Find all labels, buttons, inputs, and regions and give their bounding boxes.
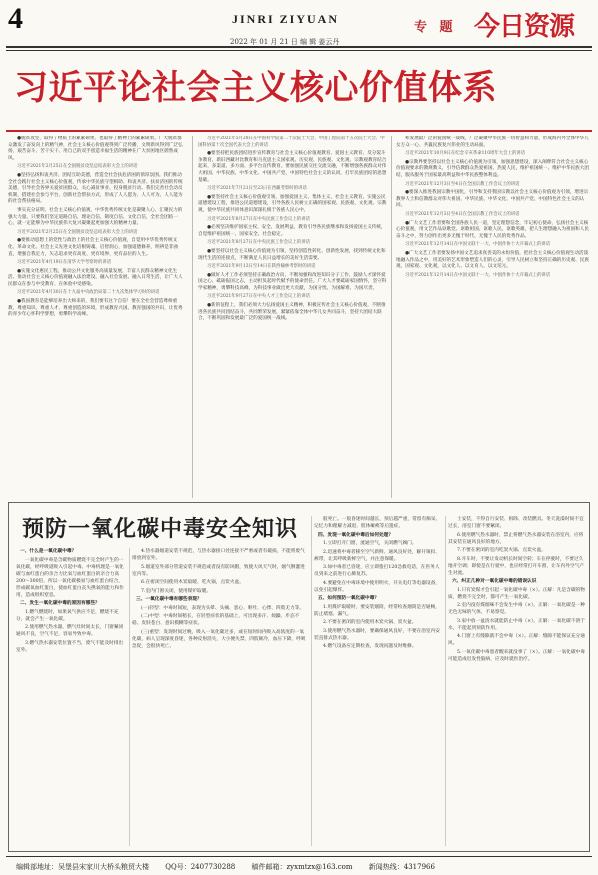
quote-paragraph: ●坚持弘扬和衷共济、团结互助美德，营造全社会扶危济困的浓厚氛围。我们推动全社会践行社会主义核心价值观，传承中华民族守望相助、和衷共济、扶贫济困的传统美德，引导社会各界关爱贫困群众、关心减贫事业、投身脱贫行动。我们完善社会动员机制，搭建社会参与平台，创新社会帮扶方式，形成了人人愿为、人人可为、人人能为的社会帮扶格局。	[8, 172, 183, 205]
quote-paragraph: ●广大文艺工作者要发扬中国文艺追求真善美的永恒价值，把社会主义核心价值观生动活泼地融入作品之中，用美好的艺术形象塑造人们的心灵，引导人民树立和坚持正确的历史观、民族观、国家观、文化观，以文化人、以文育人、以文培元。	[396, 250, 589, 270]
quote-paragraph: ●做好人才工作必须坚持正确政治方向，不断加强和改进知识分子工作，鼓励人才深怀爱国之心、砥砺报国之志，主动担负起时代赋予的使命责任。广大人才要砥砺家国情怀，坚守科学家精神，勇攀科技高峰，为科技事业做出更大贡献，为国分忧、为国解难、为国尽责。	[198, 272, 387, 291]
article-paragraph: 6.在密闭空间使用木炭取暖、吃火锅，点炭火盆。	[141, 580, 244, 585]
article-paragraph: 般死亡。一般昏迷时间越长，预后越严重，常留有痴呆、记忆力和理解力减退、肢体瘫痪等后遗症。	[314, 517, 441, 529]
article-paragraph: 5.烟道室外部分管道安装不规范或者没有防风帽，致使大风天气时，烟气倒灌进室内等。	[132, 564, 305, 577]
masthead-pinyin: JINRI ZIYUAN	[232, 12, 340, 26]
footer-phone: 新闻热线：4317966	[368, 863, 435, 871]
article-subheading: 三、一氧化碳中毒有哪些表现？	[136, 597, 202, 602]
article-paragraph: 士安装，不得自行安装、拆除、改装燃具。冬天洗澡时间不宜过长，浴室门窗不要紧闭。	[448, 517, 584, 529]
quote-source: 习近平2021年8月27日在中央民族工作会议上的讲话	[207, 240, 310, 246]
article-paragraph: 4.门窗上有缝隙就不会中毒（×）。正解：缝隙不能保证充分通风。	[448, 634, 585, 646]
headline-rule	[6, 130, 592, 132]
article-paragraph: 1.立即打开门窗，流通空气，关闭燃气阀门。	[323, 541, 417, 546]
issue-date-editor: 2022 年 01 月 21 日 编 辑 姜云丹	[230, 38, 340, 46]
quote-paragraph: ●宗教界要坚持以社会主义核心价值观为引领，加强思想建设，深入阐释符合社会主义核心价值观要求的教规教义，引导信教群众热爱祖国、热爱人民，维护祖国统一、维护中华民族大团结，服从服务于国家最高利益和中华民族整体利益。	[396, 159, 589, 178]
quote-paragraph: ●广大文艺工作者要和全国各族人民一道，坚定理想信念，牢记初心使命，弘扬社会主义核心价值观，用文艺作品讴歌党、讴歌祖国、讴歌人民、讴歌英雄，把人生理想融入为祖国和人民奋斗之中，努力创作出更多无愧于时代、无愧于人民的优秀作品。	[396, 220, 589, 239]
footer-rule	[6, 856, 592, 857]
article-paragraph: 7.不要在密闭的室内吃炭火锅、点炭火盆。	[457, 548, 546, 553]
newspaper-brand: 今日资源	[474, 12, 575, 42]
quote-source: 习近平2021年9月27日在中央人才工作会议上的讲话	[207, 294, 310, 300]
quote-source: 习近平2021年5月28日在中国科学院第二十次院士大会、中国工程院第十五次院士大会、中国科协第十次全国代表大会上的讲话	[198, 136, 385, 148]
quote-source: 习近平2021年7月21日至23日在西藏考察时的讲话	[207, 186, 307, 192]
quote-paragraph: ●必须坚决维护国家主权、安全、发展利益，教育引导各民族继承和发扬爱国主义传统，自觉维护祖国统一、国家安全、社会稳定。	[198, 225, 386, 237]
article-paragraph: (三)重型：发现时间过晚，吸入一氧化碳过多，或在短时间内吸入高浓度的一氧化碳，病人呈现深度昏迷，各种反射消失，大小便失禁，四肢厥冷，血压下降，呼吸急促，会很快死亡。	[132, 629, 306, 649]
article-column-4	[448, 516, 586, 846]
article-paragraph: 8.开车时，不要让发动机长时间空转；车在停驶时，不要过久地开空调；即使是在行驶中，也应经常打开车窗，让车内外空气产生对流。	[448, 556, 584, 576]
article-paragraph: 3.如中毒者已昏迷，应立即拨打120急救电话，在医务人员到来之前进行心肺复苏。	[314, 565, 440, 577]
quote-paragraph: ●要推动思想上的党性与政治上的社会主义核心价值观，自觉用中华优秀传统文化、革命文化、社会主义先进文化培根铸魂、启智润心，加强道德修养，明辨是非曲直，增强自我定力，矢志追求更有高度、更有境界、更有品位的人生。	[8, 238, 178, 257]
quotes-column-3	[396, 136, 590, 498]
quote-paragraph: ●新的征程上，我们必须大力弘扬爱国主义精神，积极宣传社会主义核心价值观，不断推进各民族共同团结奋斗，共同繁荣发展，紧紧依靠全体中华儿女共同奋斗，坚持大团结大联合，不断巩固和发展最广泛的爱国统一战线。	[198, 303, 386, 322]
header-rule	[6, 46, 592, 48]
article-paragraph: 2.迅速将中毒者移至空气新鲜、通风良好处，解开领扣、裤带，让其呼吸新鲜空气，并注意保暖。	[314, 549, 440, 562]
article-subheading: 一、什么是一氧化碳中毒？	[20, 549, 77, 554]
quote-source: 习近平2021年2月25日在全国脱贫攻坚总结表彰大会上的讲话	[17, 164, 138, 170]
article-paragraph: 7.室内门窗关闭，使用煤炉取暖。	[141, 588, 212, 594]
quote-paragraph: ●要坚持社会主义核心价值观引领，加强爱国主义、集体主义、社会主义教育，实施公民道德建设工程，推进公民道德建设，引导各族人民树立正确的国家观、民族观、文化观、宗教观，使中华民族共同体意识深深扎根于各族人民心中。	[198, 194, 387, 213]
article-paragraph: 4.要避免在中毒环境中使用明火、开关电灯等电器设备，以免引起爆炸。	[314, 580, 440, 593]
article-paragraph: (一)轻型：中毒时间短，表现为头晕、头痛、恶心、呕吐、心悸、四肢无力等。	[141, 605, 305, 611]
article-subheading: 四、发现一氧化碳中毒后如何处理？	[318, 532, 394, 538]
article-paragraph: 4.燃气设备应定期检查，发现问题及时维修。	[323, 644, 417, 649]
article-paragraph: 1.用煤炉取暖时，要安装烟筒，经常检查烟筒是否通畅，防止堵塞、漏气。	[314, 604, 440, 617]
article-paragraph: 1.燃气燃烧时，如果氧气供应不足，燃烧不充分，就会产生一氧化碳。	[16, 609, 119, 622]
article-subheading: 五、如何预防一氧化碳中毒？	[318, 596, 379, 601]
article-paragraph: 2.室内没有煤烟味不会发生中毒（×）。正解：一氧化碳是一种无色无味的气体，不易察觉。	[448, 603, 585, 615]
article-subheading: 二、发生一氧化碳中毒的原因有哪些？	[20, 601, 100, 606]
article-column-2	[132, 548, 308, 846]
quote-paragraph: ●我国教育是能够培养出大师来的，我们要有这个自信！要在全社会营造尊师重教、尊重知识、尊重人才、尊重创造的环境，形成教育兴国、教育强国的共识，让优秀的青少年心怀科学梦想，勇攀科学高峰。	[8, 299, 183, 318]
article-paragraph: 3.使用燃气热水器时，要确保通风良好，不要在浴室内安装直排式热水器。	[314, 628, 440, 641]
main-headline: 习近平论社会主义核心价值体系	[14, 68, 497, 108]
footer-qq: QQ号：2407730288	[165, 863, 236, 871]
article-paragraph: (二)中型：中毒时间稍长，在轻型症状的基础上，可出现多汗、烦躁、步态不稳、皮肤苍白、意识模糊等症状。	[132, 614, 300, 626]
quotes-column-1	[8, 136, 186, 498]
article-column-divider	[129, 548, 130, 846]
footer-info	[16, 862, 449, 872]
quote-source: 习近平2021年8月27日在中央民族工作会议上的讲话	[207, 216, 310, 222]
quote-source: 习近平2021年4月19日在清华大学考察时的讲话	[17, 260, 112, 266]
article-column-1	[16, 548, 126, 846]
quote-source: 习近平2021年9月13日至14日在陕西榆林考察时的讲话	[207, 264, 316, 270]
article-paragraph: 一氧化碳中毒是含碳物质燃烧不完全时产生的一氧化碳，经呼吸道吸入引起中毒。中毒机理是一氧化碳与血红蛋白的亲合力比氧与血红蛋白的亲合力高200～300倍，所以一氧化碳极易与血红蛋白结合，形成碳氧血红蛋白，使血红蛋白丧失携氧的能力和作用，造成组织窒息。	[16, 557, 124, 598]
article-title: 预防一氧化碳中毒安全知识	[22, 516, 299, 542]
column-divider	[192, 136, 193, 498]
quote-source: 习近平2021年12月14日在中国文联十一大、中国作协十大开幕式上的讲话	[405, 272, 551, 278]
article-paragraph: 2.使用燃气热水器，燃气灶时间太长，门窗紧闭通风不良，空气不足，容易导致中毒。	[16, 625, 124, 637]
article-column-divider	[445, 516, 446, 846]
quote-source: 习近平2021年10月9日在纪念辛亥革命110周年大会上的讲话	[405, 151, 526, 157]
quote-source: 习近平2021年4月30日在十九届中央政治局第二十九次集体学习时的讲话	[17, 290, 160, 296]
quote-paragraph: ●要深入推进我国宗教中国化，引导和支持我国宗教以社会主义核心价值观为引领，增进宗教界人士和信教群众对伟大祖国、中华民族、中华文化、中国共产党、中国特色社会主义的认同。	[396, 190, 589, 209]
quotes-column-2	[198, 136, 388, 498]
footer-address: 编辑部地址：吴堡县宋家川大桥头粮贸大楼	[16, 863, 149, 871]
quote-paragraph: ●实施文化惠民工程，推动公共文化服务高质量发展，丰富人民群众精神文化生活。推动社会主义核心价值观融入法治建设、融入社会发展、融入日常生活，让广大人民群众在参与中受教育、在体验中受感染。	[8, 268, 183, 287]
quote-paragraph: 事实充分证明，社会主义核心价值观，中华优秀传统文化是凝聚人心、汇聚民力的强大力量。只要我们坚定道路自信、理论自信、制度自信、文化自信，全社会团结一心，就一定能够为中华民族伟大复兴凝聚起更加强大的精神力量。	[8, 207, 183, 227]
article-paragraph: 1.只有炭煤才会引起一氧化碳中毒（×）。正解：凡是含碳的物质，燃烧不完全时，都可产生一氧化碳。	[448, 587, 585, 600]
quote-paragraph: ●要坚持把民族团结进步宣传教育与社会主义核心价值观教育、爱国主义教育、反分裂斗争教育、新旧西藏对比教育和马克思主义国家观、历史观、民族观、文化观、宗教观教育结合起来，多渠道、多方面、多平台宣传教育。要加强民族交往交流交融，不断增强各族群众对伟大祖国、中华民族、中华文化、中国共产党、中国特色社会主义的认同，打牢民族团结的思想基础。	[198, 151, 387, 183]
article-subheading: 六、纠正几种对一氧化碳中毒的错误认识	[452, 579, 537, 584]
quote-paragraph: 和发展最广泛的爱国统一战线，广泛凝聚中华民族一切智慧和力量，形成海内外全体中华儿女万众一心、共襄民族复兴伟业的生动局面。	[396, 136, 589, 148]
quote-source: 习近平2021年12月3日至4日在全国宗教工作会议上的讲话	[405, 211, 520, 217]
header-rule-thin	[6, 50, 592, 51]
quote-source: 习近平2021年2月25日在全国脱贫攻坚总结表彰大会上的讲话	[17, 229, 138, 235]
article-paragraph: 3.燃气热水器安装位置不当，废气不能及时排出室外。	[16, 640, 124, 653]
column-divider	[391, 136, 392, 498]
article-column-divider	[311, 516, 312, 846]
page-number: 4	[8, 2, 23, 35]
quote-paragraph: ●脱贫攻坚，取得了物质上的累累硕果，也取得了精神上的累累硕果。广大脱贫群众激发了奋发向上的精气神，社会主义核心价值观得到广泛传播，文明新风得到广泛弘扬，艰苦奋斗、苦干实干、用自己的双手创造幸福生活的精神在广大贫困地区蔚然成风。	[8, 136, 183, 161]
article-paragraph: 6.使用燃气热水器时，禁止将燃气热水器安装在浴室内，应将其安装在通风良好的地方。	[448, 532, 584, 545]
article-column-3	[314, 516, 442, 846]
footer-email: 稿件邮箱：zyxmtzx@163.com	[251, 863, 353, 871]
quote-source: 习近平2021年12月14日在中国文联十一大、中国作协十大开幕式上的讲话	[405, 242, 551, 248]
article-paragraph: 2.不要在密闭的室内使用木炭火锅、炭火盆。	[323, 620, 417, 625]
article-paragraph: 3.家中放一盆清水就能防止中毒（×）。正解：一氧化碳不溶于水，不能起到预防作用。	[448, 618, 585, 631]
quote-source: 习近平2021年12月3日至4日在全国宗教工作会议上的讲话	[405, 181, 520, 187]
quote-paragraph: ●要坚持以社会主义核心价值观为引领，坚持创造性转化、创新性发展，找到传统文化和现代生活的连接点，不断满足人民日益增长的美好生活需要。	[198, 248, 386, 261]
section-topic: 专 题	[414, 20, 457, 35]
article-paragraph: 5.一氧化碳中毒患者醒来就没事了（×）。正解：一氧化碳中毒可能造成迟发性脑病，应及时就医治疗。	[448, 649, 585, 662]
article-paragraph: 4.热水器烟道安装不规范，与热水器接口处连接不严密或者有破损，不能将废气排放到室外。	[132, 549, 305, 561]
